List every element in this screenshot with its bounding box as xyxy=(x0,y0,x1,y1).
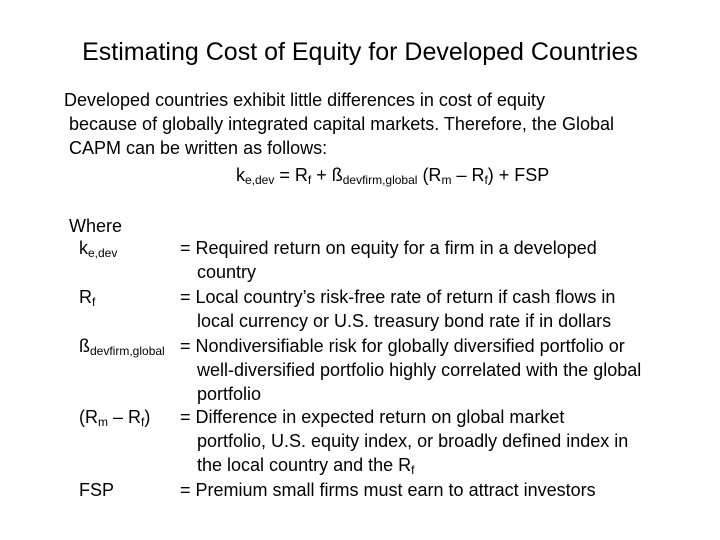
definition-line: local currency or U.S. treasury bond rate if in dollars xyxy=(197,311,612,331)
formula-k: k xyxy=(236,165,245,185)
intro-paragraph xyxy=(64,88,704,160)
definition-term xyxy=(79,334,165,358)
definition-line: = Difference in expected return on global market xyxy=(180,407,565,427)
definition-text xyxy=(180,405,628,477)
definition-subscript: f xyxy=(411,463,415,477)
definition-text xyxy=(180,236,597,284)
definition-line: country xyxy=(197,262,257,282)
definition-line: = Nondiversifiable risk for globally diversified portfolio or xyxy=(180,336,625,356)
term-subscript: m xyxy=(98,415,108,429)
term-main: FSP xyxy=(79,480,115,500)
formula-part: (R xyxy=(417,165,442,185)
intro-line: CAPM can be written as follows: xyxy=(69,138,328,158)
term-tail: – R xyxy=(108,407,142,427)
formula-subscript: f xyxy=(307,173,312,187)
definition-line: = Required return on equity for a firm in a developed xyxy=(180,238,597,258)
definition-line: portfolio, U.S. equity index, or broadly defined index in xyxy=(197,431,629,451)
definition-term xyxy=(79,478,114,502)
intro-line: Developed countries exhibit little differences in cost of equity xyxy=(64,90,545,110)
formula-subscript: devfirm,global xyxy=(342,173,418,187)
formula-subscript: f xyxy=(484,173,488,187)
definition-text xyxy=(180,285,615,333)
definition-line: portfolio xyxy=(197,384,262,404)
intro-line: because of globally integrated capital markets. Therefore, the Global xyxy=(69,114,614,134)
term-subscript: devfirm,global xyxy=(90,344,165,358)
definition-line: = Premium small firms must earn to attract investors xyxy=(180,480,596,500)
definition-line: = Local country’s risk-free rate of return if cash flows in xyxy=(180,287,616,307)
definition-line: well-diversified portfolio highly correlated with the global xyxy=(197,360,642,380)
term-subscript: e,dev xyxy=(88,246,118,260)
formula-part: ) + FSP xyxy=(487,165,550,185)
global-capm-formula xyxy=(236,165,549,186)
formula-subscript: m xyxy=(441,173,452,187)
formula-part: = R xyxy=(274,165,308,185)
term-subscript: f xyxy=(141,415,145,429)
definition-term xyxy=(79,236,117,260)
definition-text xyxy=(180,478,596,502)
definition-text xyxy=(180,334,641,406)
definition-line xyxy=(180,453,628,477)
formula-k-subscript: e,dev xyxy=(245,173,275,187)
formula-part: + ß xyxy=(311,165,343,185)
definition-term xyxy=(79,405,150,429)
slide-title: Estimating Cost of Equity for Developed Countries xyxy=(82,38,638,66)
term-main: k xyxy=(79,238,88,258)
term-main: R xyxy=(79,287,92,307)
term-subscript: f xyxy=(92,295,96,309)
definition-term xyxy=(79,285,95,309)
term-main: ß xyxy=(79,336,90,356)
where-label: Where xyxy=(69,216,123,236)
formula-part: – R xyxy=(451,165,485,185)
definition-line-text: the local country and the R xyxy=(197,455,412,475)
term-end: ) xyxy=(144,407,151,427)
term-main: (R xyxy=(79,407,98,427)
